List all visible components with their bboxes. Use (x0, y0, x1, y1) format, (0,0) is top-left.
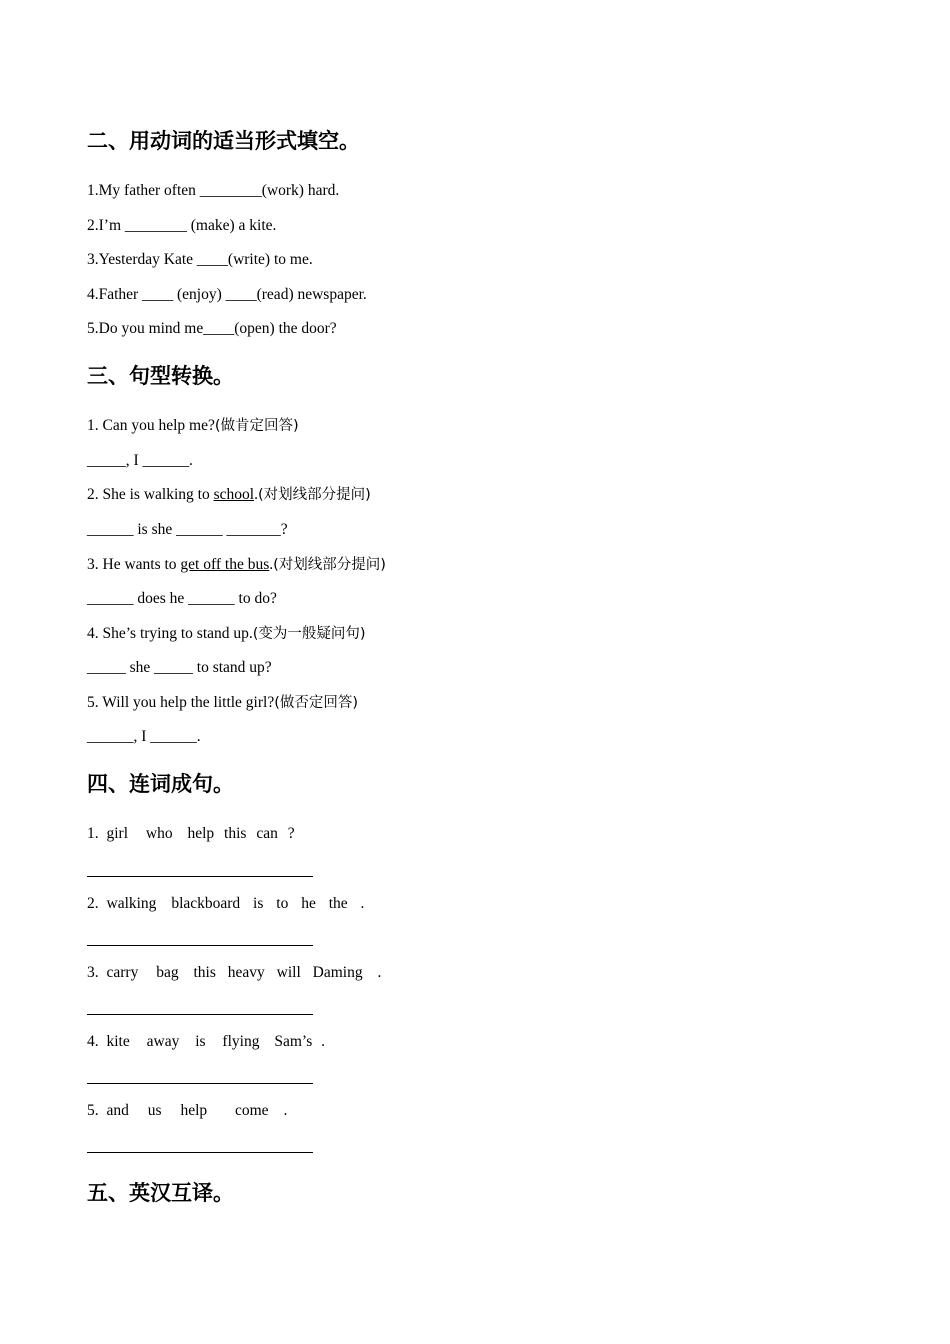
word: Sam’s (274, 1033, 313, 1050)
answer-line[interactable] (87, 1014, 313, 1015)
word: . (360, 895, 365, 912)
section-3-answer-3: ______ does he ______ to do? (87, 590, 277, 607)
section-4-item-1 (87, 824, 295, 844)
word: blackboard (171, 895, 241, 912)
question-note: (对划线部分提问) (257, 487, 371, 503)
item-number: 1. (87, 825, 99, 842)
word: kite (106, 1033, 130, 1050)
word: heavy (227, 964, 265, 981)
section-3-title: 三、句型转换。 (87, 364, 234, 388)
word: this (193, 964, 216, 981)
answer-line[interactable] (87, 1152, 313, 1153)
section-4-item-3 (87, 963, 381, 983)
item-number: 5. (87, 1102, 99, 1119)
section-2-item-3: 3.Yesterday Kate ____(write) to me. (87, 251, 313, 268)
word: . (377, 964, 382, 981)
question-text: 4. She’s trying to stand up. (87, 625, 253, 642)
word: help (187, 825, 215, 842)
section-2-item-2: 2.I’m ________ (make) a kite. (87, 217, 277, 234)
section-3-question-5 (87, 693, 358, 713)
word: is (195, 1033, 206, 1050)
word: and (106, 1102, 129, 1119)
underlined-phrase: school (213, 486, 255, 503)
underlined-phrase: get off the bus (180, 556, 270, 573)
section-3-question-3 (87, 555, 386, 575)
word: who (145, 825, 173, 842)
answer-line[interactable] (87, 1083, 313, 1084)
section-3-answer-4: _____ she _____ to stand up? (87, 659, 272, 676)
item-number: 2. (87, 895, 99, 912)
section-4-item-5 (87, 1101, 287, 1121)
section-4-title: 四、连词成句。 (87, 772, 234, 796)
word: ? (287, 825, 295, 842)
word: help (180, 1102, 208, 1119)
section-2-item-4: 4.Father ____ (enjoy) ____(read) newspaper. (87, 286, 367, 303)
section-3-answer-5: ______, I ______. (87, 728, 201, 745)
item-number: 3. (87, 964, 99, 981)
section-2-item-1: 1.My father often ________(work) hard. (87, 182, 340, 199)
word: walking (106, 895, 157, 912)
word: us (147, 1102, 162, 1119)
section-3-question-4 (87, 624, 366, 644)
word: this (224, 825, 247, 842)
question-text: 5. Will you help the little girl? (87, 694, 275, 711)
question-note: (对划线部分提问) (273, 557, 386, 573)
question-text: 1. Can you help me? (87, 417, 215, 434)
item-number: 4. (87, 1033, 99, 1050)
answer-line[interactable] (87, 876, 313, 877)
section-4-item-2 (87, 894, 364, 914)
word: come (235, 1102, 269, 1119)
section-3-answer-2: ______ is she ______ _______? (87, 521, 288, 538)
question-text: 3. He wants to (87, 556, 181, 573)
word: to (276, 895, 289, 912)
section-3-question-1 (87, 416, 299, 436)
word: . (321, 1033, 325, 1050)
word: will (276, 964, 301, 981)
section-5-title: 五、英汉互译。 (87, 1181, 234, 1205)
word: Daming (312, 964, 363, 981)
word: flying (222, 1033, 260, 1050)
section-3-answer-1: _____, I ______. (87, 452, 193, 469)
question-punct: . (254, 486, 258, 503)
word: can (256, 825, 278, 842)
word: girl (106, 825, 129, 842)
word: carry (106, 964, 139, 981)
question-note: (变为一般疑问句) (252, 626, 366, 642)
section-2-item-5: 5.Do you mind me____(open) the door? (87, 320, 337, 337)
question-note: (做肯定回答) (214, 418, 299, 434)
word: . (283, 1102, 288, 1119)
section-4-item-4 (87, 1032, 325, 1052)
word: away (146, 1033, 180, 1050)
question-punct: . (269, 556, 274, 573)
question-note: (做否定回答) (274, 695, 359, 711)
word: is (253, 895, 264, 912)
section-3-question-2 (87, 485, 371, 505)
section-2-title: 二、用动词的适当形式填空。 (87, 129, 360, 153)
question-text: 2. She is walking to (87, 486, 214, 503)
word: the (328, 895, 348, 912)
word: he (301, 895, 316, 912)
word: bag (156, 964, 179, 981)
answer-line[interactable] (87, 945, 313, 946)
